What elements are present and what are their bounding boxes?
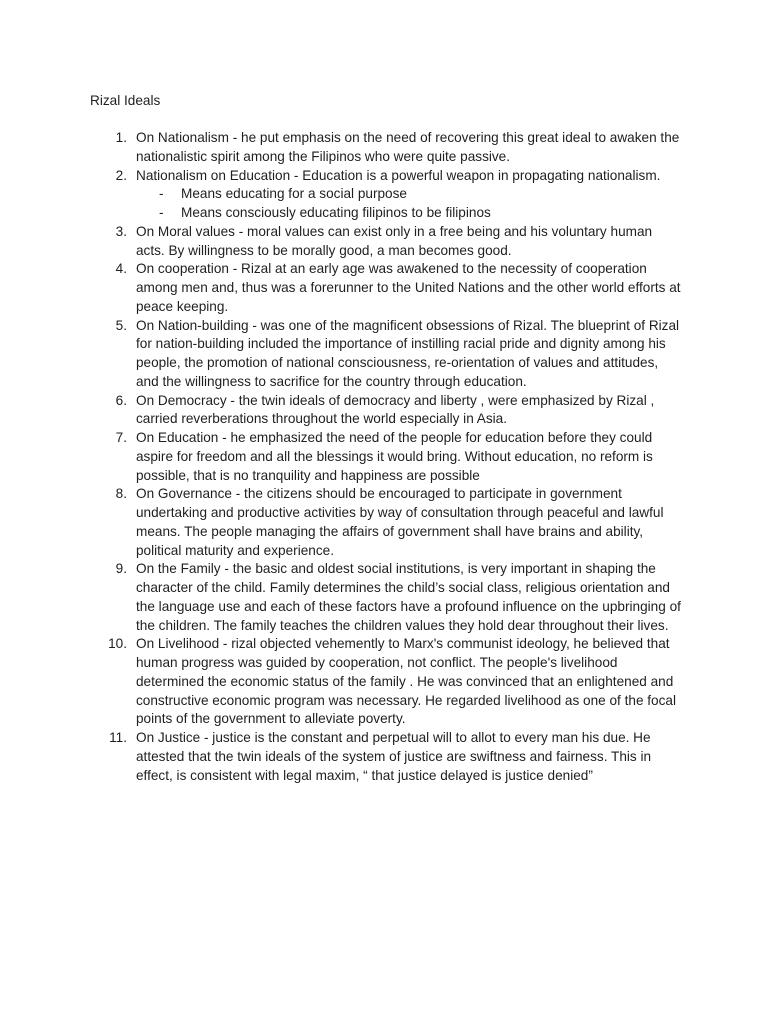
list-item-number: 6. [115, 392, 127, 408]
list-item-text: On the Family - the basic and oldest social institutions, is very important in shaping the character of the child. Family determines the child’s social class, religious orientation and the language use and each of these factors have a profound influence on the upbringing of the children. The family teaches the children values they hold dear throughout their lives. [136, 561, 681, 633]
ideals-list [108, 129, 681, 785]
list-item-text: On Democracy - the twin ideals of democracy and liberty , were emphasized by Rizal , carried reverberations throughout the world especially in Asia. [136, 392, 655, 427]
list-item-number: 3. [115, 223, 127, 239]
list-item [108, 635, 681, 729]
list-item-number: 9. [115, 561, 127, 577]
dash-bullet: - [159, 205, 164, 220]
list-item-number: 5. [115, 317, 127, 333]
list-item [115, 485, 681, 560]
list-item-text: On Justice - justice is the constant and perpetual will to allot to every man his due. He attested that the twin ideals of the system of justice are swiftness and fairness. This in effect, is consistent with legal maxim, “ that justice delayed is justice denied” [136, 730, 652, 783]
list-item [115, 129, 681, 167]
list-item-text: On Education - he emphasized the need of the people for education before they could aspire for freedom and all the blessings it would bring. Without education, no reform is possible, that is no tranquility and happiness are possible [136, 430, 653, 483]
dash-bullet: - [159, 186, 164, 202]
list-item-text: On Nation-building - was one of the magnificent obsessions of Rizal. The blueprint of Rizal for nation-building included the importance of instilling racial pride and dignity among his people, the promotion of national consciousness, re-orientation of values and attitudes, and the willingness to sacrifice for the country through education. [136, 317, 680, 389]
list-item-text: On Livelihood - rizal objected vehemently to Marx's communist ideology, he believed that human progress was guided by cooperation, not conflict. The people's livelihood determined the economic status of the family . He was convinced that an enlightened and constructive economic program was necessary. He regarded livelihood as one of the focal points of the government to alleviate poverty. [136, 636, 676, 727]
sub-list [136, 185, 681, 223]
list-item [115, 392, 681, 430]
sub-list-item-text: Means educating for a social purpose [181, 186, 407, 202]
list-item-number: 1. [115, 130, 127, 145]
list-item-number: 2. [115, 167, 127, 183]
list-item-text: On Nationalism - he put emphasis on the need of recovering this great ideal to awaken the nationalistic spirit among the Filipinos who were quite passive. [136, 130, 680, 164]
document-title: Rizal Ideals [90, 93, 161, 108]
list-item [115, 317, 681, 392]
list-item-text: On Moral values - moral values can exist only in a free being and his voluntary human acts. By willingness to be morally good, a man becomes good. [136, 223, 653, 258]
list-item-number: 7. [115, 430, 127, 445]
list-item-number: 4. [115, 261, 127, 277]
list-item-text: On Governance - the citizens should be encouraged to participate in government undertaking and productive activities by way of consultation through peaceful and lawful means. The people managing the affairs of government shall have brains and ability, political maturity and experience. [136, 486, 664, 558]
sub-list-item-text: Means consciously educating filipinos to be filipinos [181, 205, 491, 220]
sub-list-item [159, 204, 681, 223]
list-item [115, 560, 681, 635]
list-item [115, 260, 681, 316]
list-item-text: Nationalism on Education - Education is a powerful weapon in propagating nationalism. [136, 167, 661, 183]
list-item [115, 223, 681, 261]
sub-list-item [159, 185, 681, 204]
list-item [115, 167, 681, 223]
list-item [115, 429, 681, 485]
list-item-number: 10. [108, 636, 127, 652]
list-item-number: 11. [109, 730, 127, 745]
list-item-number: 8. [115, 486, 127, 502]
list-item-text: On cooperation - Rizal at an early age was awakened to the necessity of cooperation among men and, thus was a forerunner to the United Nations and the other world efforts at peace keeping. [136, 261, 681, 314]
list-item [109, 729, 681, 785]
